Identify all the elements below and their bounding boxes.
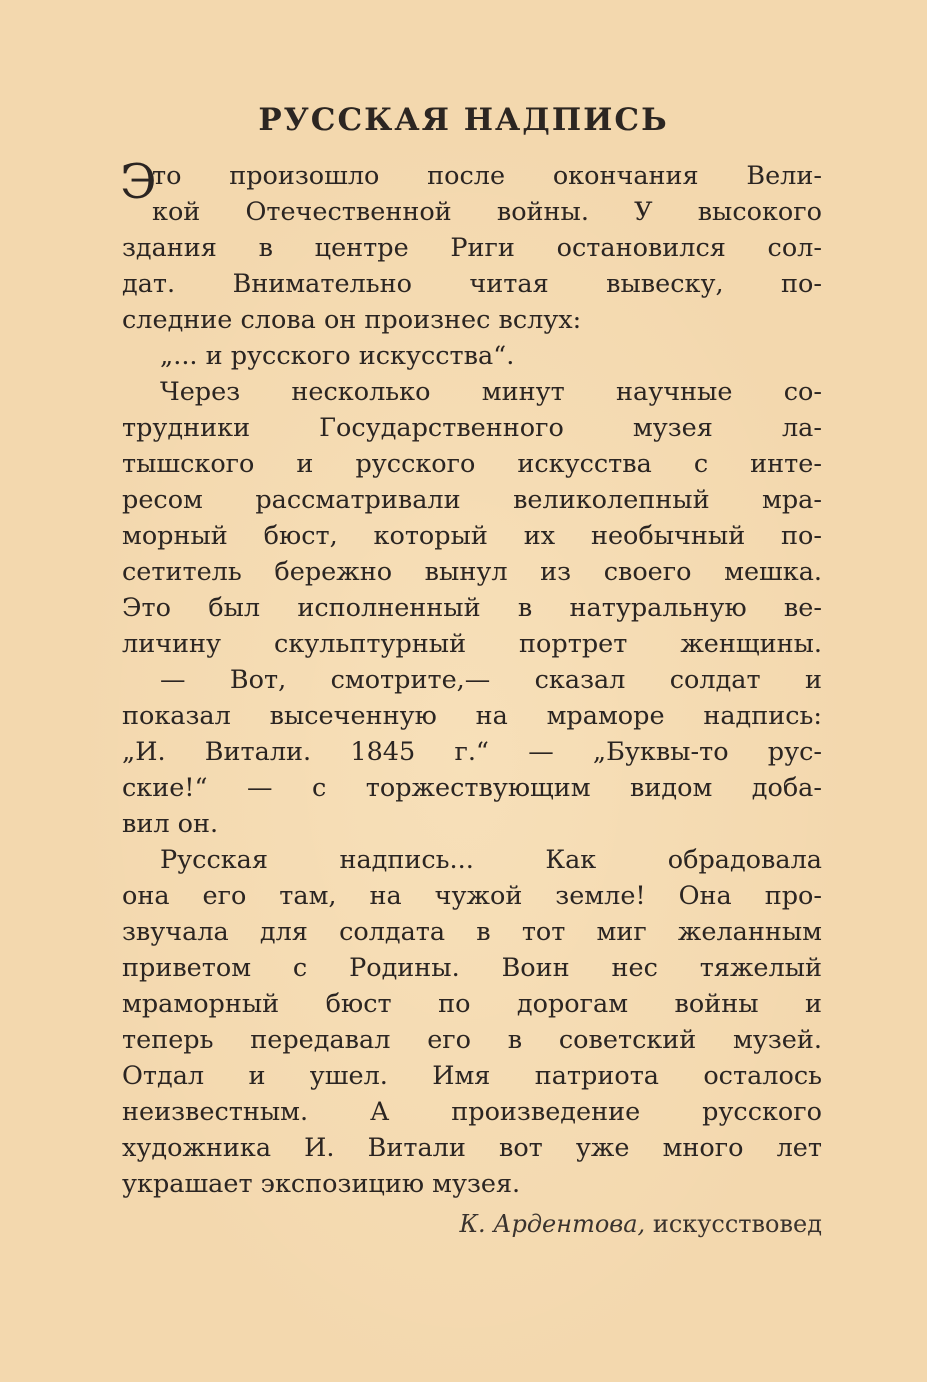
body-line: морный бюст, который их необычный по- bbox=[122, 521, 822, 551]
body-line: трудники Государственного музея ла- bbox=[122, 413, 822, 443]
body-line: тышского и русского искусства с инте- bbox=[122, 449, 822, 479]
body-line: вил он. bbox=[122, 809, 219, 839]
body-line: неизвестным. А произведение русского bbox=[122, 1097, 822, 1127]
body-line: „И. Витали. 1845 г.“ — „Буквы-то рус- bbox=[122, 737, 822, 767]
body-line: ресом рассматривали великолепный мра- bbox=[122, 485, 822, 515]
author-role: искусствовед bbox=[652, 1210, 822, 1238]
body-line: Отдал и ушел. Имя патриота осталось bbox=[122, 1061, 822, 1091]
body-line: „... и русского искусства“. bbox=[160, 341, 515, 371]
author-signature bbox=[459, 1210, 822, 1238]
body-line: следние слова он произнес вслух: bbox=[122, 305, 582, 335]
body-line: здания в центре Риги остановился сол- bbox=[122, 233, 822, 263]
body-line: кой Отечественной войны. У высокого bbox=[152, 197, 822, 227]
article-body bbox=[120, 154, 822, 1202]
body-line: то произошло после окончания Вели- bbox=[152, 161, 822, 191]
body-line: приветом с Родины. Воин нес тяжелый bbox=[122, 953, 822, 983]
body-line: дат. Внимательно читая вывеску, по- bbox=[122, 269, 822, 299]
body-line: показал высеченную на мраморе надпись: bbox=[122, 701, 822, 731]
drop-cap: Э bbox=[120, 154, 157, 210]
body-line: Это был исполненный в натуральную ве- bbox=[122, 593, 822, 623]
body-line: звучала для солдата в тот миг желанным bbox=[122, 917, 822, 947]
body-line: ские!“ — с торжествующим видом доба- bbox=[122, 773, 822, 803]
article-title: РУССКАЯ НАДПИСЬ bbox=[258, 102, 669, 138]
body-line: сетитель бережно вынул из своего мешка. bbox=[122, 557, 822, 587]
body-line: художника И. Витали вот уже много лет bbox=[122, 1133, 822, 1163]
body-line: украшает экспозицию музея. bbox=[122, 1169, 521, 1199]
body-line: — Вот, смотрите,— сказал солдат и bbox=[160, 665, 822, 695]
body-line: Через несколько минут научные со- bbox=[160, 377, 822, 407]
author-name: К. Ардентова, bbox=[459, 1210, 646, 1238]
body-line: теперь передавал его в советский музей. bbox=[122, 1025, 822, 1055]
body-line: личину скульптурный портрет женщины. bbox=[122, 629, 822, 659]
body-line: Русская надпись... Как обрадовала bbox=[160, 845, 822, 875]
body-line: она его там, на чужой земле! Она про- bbox=[122, 881, 822, 911]
body-line: мраморный бюст по дорогам войны и bbox=[122, 989, 822, 1019]
